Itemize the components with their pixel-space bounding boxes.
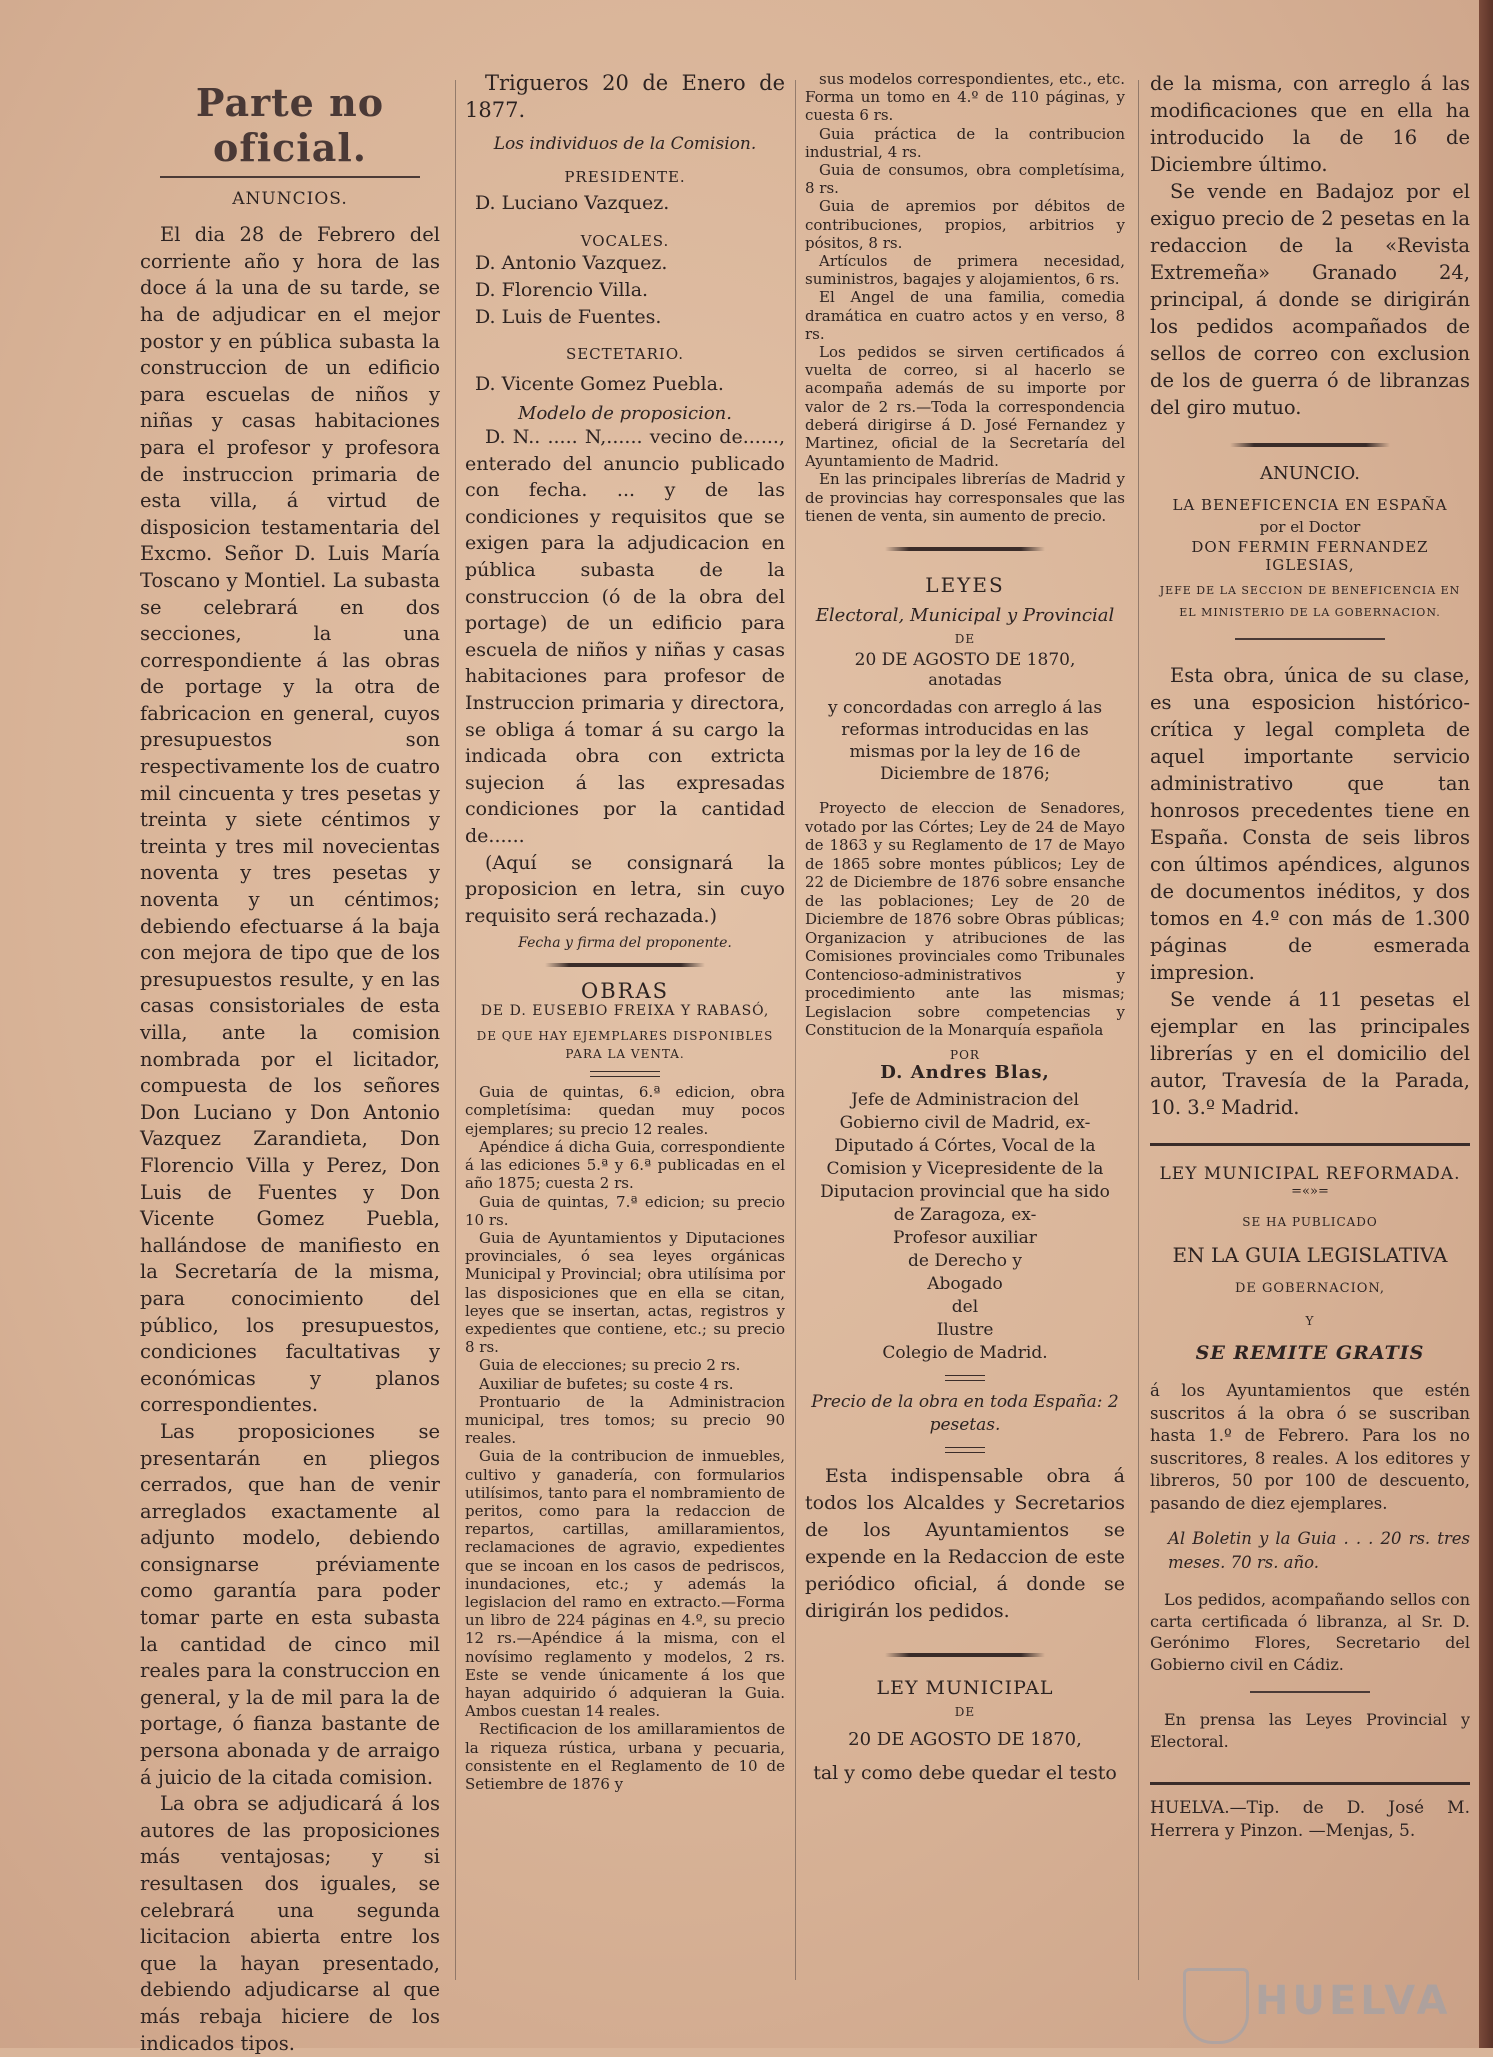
president-name: D. Luciano Vazquez. <box>475 192 670 214</box>
ley-municipal-de: DE <box>954 1704 976 1719</box>
obras-title: OBRAS <box>580 979 669 1004</box>
ornament-divider <box>885 1653 1045 1657</box>
author-cargo: Profesor auxiliar <box>893 1227 1037 1248</box>
divider <box>1235 638 1385 640</box>
column-rule <box>455 80 456 1980</box>
divider <box>945 1375 985 1381</box>
column-3 <box>805 70 1125 2008</box>
leyes-date: 20 DE AGOSTO DE 1870, <box>854 650 1076 671</box>
commission-heading: Los individuos de la Comision. <box>493 134 757 154</box>
obras-item: Guia de consumos, obra completísima, 8 rs. <box>805 161 1125 198</box>
obras-item: Guia práctica de la contribucion industrial, 4 rs. <box>805 124 1125 161</box>
beneficencia-title: LA BENEFICENCIA EN ESPAÑA <box>1172 496 1448 514</box>
author-cargo: Ilustre <box>936 1319 994 1340</box>
imprenta: HUELVA.—Tip. de D. José M. Herrera y Pinzon. —Menjas, 5. <box>1150 1798 1470 1841</box>
obras-item: Guia de elecciones; su precio 2 rs. <box>479 1356 741 1375</box>
doctor-name: DON FERMIN FERNANDEZ IGLESIAS, <box>1191 538 1429 574</box>
paragraph: Los pedidos, acompañando sellos con carta certificada ó libranza, al Sr. D. Gerónimo Flores, Secretario del Gobierno civil en Cádiz. <box>1150 1590 1470 1674</box>
divider <box>945 1447 985 1453</box>
modelo-note: (Aquí se consignará la proposicion en letra, sin cuyo requisito será rechazada.) <box>465 851 785 927</box>
ornament-divider <box>545 963 705 967</box>
indispensable-text: Esta indispensable obra á todos los Alcaldes y Secretarios de los Ayuntamientos se expende en la Redaccion de este periódico oficial, á donde se dirigirán los pedidos. <box>805 1464 1125 1622</box>
divider <box>590 1071 660 1077</box>
paragraph: de la misma, con arreglo á las modificaciones que en ella ha introducido la de 16 de Diciembre último. <box>1150 72 1470 176</box>
leyes-de: DE <box>954 632 976 647</box>
vocales-label: VOCALES. <box>580 232 670 250</box>
divider <box>1150 1782 1470 1785</box>
president-label: PRESIDENTE. <box>564 168 686 186</box>
divider <box>1250 1691 1370 1693</box>
anuncio-title: ANUNCIO. <box>1260 463 1360 484</box>
obras-item: Rectificacion de los amillaramientos de la riqueza rústica, urbana y pecuaria, consistente en el Reglamento de 10 de Setiembre de 1876 y <box>465 1720 785 1793</box>
ornament-divider <box>1230 443 1390 447</box>
obras-item: Los pedidos se sirven certificados á vuelta de correo, si al hacerlo se acompaña además de su importe por valor de 2 rs.—Toda la correspondencia deberá dirigirse á D. José Fernandez y Martinez, oficial de la Secretaría del Ayuntamiento de Madrid. <box>805 343 1125 471</box>
paragraph: Se vende en Badajoz por el exiguo precio de 2 pesetas en la redaccion de la «Revista Extremeña» Granado 24, principal, á donde se dirigirán los pedidos acompañados de sellos de correo con exclusion de los de guerra ó de libranzas del giro mutuo. <box>1150 180 1470 419</box>
obras-item: Guia de apremios por débitos de contribuciones, propios, arbitrios y pósitos, 8 rs. <box>805 197 1125 252</box>
obras-item: El Angel de una familia, comedia dramática en cuatro actos y en verso, 8 rs. <box>805 288 1125 343</box>
por-doctor: por el Doctor <box>1259 518 1361 536</box>
column-4 <box>1150 70 1470 2008</box>
ley-reformada-ornament: =«»= <box>1291 1184 1329 1199</box>
paragraph: Se vende á 11 pesetas el ejemplar en las principales librerías y en el domicilio del autor, Travesía de la Parada, 10. 3.º Madrid. <box>1150 988 1470 1119</box>
obras-item: Artículos de primera necesidad, suministros, bagajes y alojamientos, 6 rs. <box>805 252 1125 289</box>
obras-item: Guia de Ayuntamientos y Diputaciones provinciales, ó sea leyes orgánicas Municipal y Provincial; obra utilísima por las disposiciones que en ella se citan, leyes que se insertan, actas, registros y expedientes que contiene, etc.; su precio 8 rs. <box>465 1228 785 1357</box>
author-cargo: Jefe de Administracion del Gobierno civil de Madrid, ex-Diputado á Córtes, Vocal de la Comision y Vicepresidente de la Diputacion provincial que ha sido de Zaragoza, ex- <box>820 1089 1110 1225</box>
author-cargo: de Derecho y <box>908 1250 1022 1271</box>
author-cargo: Abogado <box>927 1273 1003 1294</box>
paragraph: El dia 28 de Febrero del corriente año y hora de las doce á la una de su tarde, se ha de adjudicar en el mejor postor y en pública subasta la construccion de un edificio para escuelas de niños y niñas y casas habitaciones para el profesor y profesora de instruccion primaria de esta villa, á virtud de disposicion testamentaria del Excmo. Señor D. Luis María Toscano y Montiel. La subasta se celebrará en dos secciones, la una correspondiente á las obras de portage y la otra de fabricacion en general, cuyos presupuestos son respectivamente los de cuatro mil cincuenta y tres pesetas y treinta y siete céntimos y treinta y tres mil novecientas noventa y tres pesetas y noventa y un céntimos; debiendo efectuarse á la baja con mejora de tipo que de los presupuestos resulte, y en las casas consistoriales de esta villa, ante la comision nombrada por el licitador, compuesta de los señores Don Luciano y Don Antonio Vazquez Zarandieta, Don Florencio Villa y Perez, Don Luis de Fuentes y Don Vicente Gomez Puebla, hallándose de manifiesto en la Secretaría de la misma, para conocimiento del público, los presupuestos, condiciones facultativas y económicas y planos correspondientes. <box>140 223 440 1417</box>
column-rule <box>795 80 796 1980</box>
precio: Precio de la obra en toda España: 2 pesetas. <box>811 1391 1119 1435</box>
leyes-anotadas: anotadas <box>928 670 1002 690</box>
obras-item: Guia de quintas, 6.ª edicion, obra completísima: quedan muy pocos ejemplares; su precio 12 reales. <box>465 1083 785 1138</box>
de-gobernacion: DE GOBERNACION, <box>1234 1281 1386 1296</box>
y-label: Y <box>1305 1314 1315 1328</box>
column-1 <box>140 70 440 2055</box>
page-edge <box>1479 0 1493 2048</box>
ley-municipal-date: 20 DE AGOSTO DE 1870, <box>848 1728 1082 1750</box>
obras-item: Guia de quintas, 7.ª edicion; su precio 10 rs. <box>465 1192 785 1229</box>
obras-item: Apéndice á dicha Guia, correspondiente á las ediciones 5.ª y 6.ª publicadas en el año 1875; cuesta 2 rs. <box>465 1137 785 1193</box>
ley-reformada-title: LEY MUNICIPAL REFORMADA. <box>1159 1164 1461 1184</box>
ornament-divider <box>885 547 1045 551</box>
obras-item: Guia de la contribucion de inmuebles, cultivo y ganadería, con formularios utilísimos, tanto para el nombramiento de peritos, como para la redaccion de repartos, cartillas, amillaramientos, reclamaciones de agravio, expedientes que se incoan en los casos de pedriscos, inundaciones, etc.; y además la legislacion del ramo en extracto.—Forma un libro de 224 páginas en 4.º, su precio 12 rs.—Apéndice á la misma, con el novísimo reglamento y modelos, 2 rs. Este se vende únicamente á los que hayan adquirido ó adquieran la Guia. Ambos cuestan 14 reales. <box>465 1447 785 1721</box>
por-label: POR <box>950 1047 980 1062</box>
watermark-text: HUELVA <box>1255 1978 1452 2024</box>
fecha-firma: Fecha y firma del proponente. <box>518 935 732 952</box>
leyes-subtitle: Electoral, Municipal y Provincial <box>815 605 1115 627</box>
divider <box>160 176 420 178</box>
leyes-title: LEYES <box>925 573 1005 598</box>
paragraph: Esta obra, única de su clase, es una esposicion histórico-crítica y legal completa de aquel importante servicio administrativo que tan honrosos precedentes tiene en España. Consta de seis libros con últimos apéndices, algunos de documentos inéditos, y dos tomos en 4.º con más de 1.300 páginas de esmerada impresion. <box>1150 664 1470 984</box>
obras-item: Auxiliar de bufetes; su coste 4 rs. <box>479 1374 734 1393</box>
modelo-title: Modelo de proposicion. <box>518 403 732 424</box>
section-masthead: Parte no oficial. <box>195 80 385 170</box>
boletin-precios: Al Boletin y la Guia . . . 20 rs. tres meses. 70 rs. año. <box>1168 1529 1470 1572</box>
paragraph: Las proposiciones se presentarán en pliegos cerrados, que han de venir arreglados exactamente al adjunto modelo, debiendo consignarse préviamente como garantía para poder tomar parte en esta subasta la cantidad de cinco mil reales para la construccion en general, y la de mil para la de portage, ó fianza bastante de persona abonada y de arraigo á juicio de la citada comision. <box>140 1419 440 1789</box>
archive-watermark <box>1183 1964 1463 2044</box>
author-cargo: Colegio de Madrid. <box>882 1342 1048 1363</box>
modelo-text: D. N.. ..... N,...... vecino de......, enterado del anuncio publicado con fecha. ... y de las condiciones y requisitos que se exigen para la adjudicacion en pública subasta de la construccion (ó de la obra del portage) de un edificio para escuela de niños y niñas y casas habitaciones para profesor de Instruccion primaria y directora, se obliga á tomar á su cargo la indicada obra con extricta sujecion á las expresadas condiciones por la cantidad de...... <box>465 426 785 847</box>
secretary-name: D. Vicente Gomez Puebla. <box>475 373 724 395</box>
ley-municipal-tail: tal y como debe quedar el testo <box>813 1761 1117 1784</box>
paragraph: En prensa las Leyes Provincial y Electoral. <box>1150 1710 1470 1751</box>
obras-item: En las principales librerías de Madrid y de provincias hay corresponsales que las tienen de venta, sin aumento de precio. <box>805 470 1125 525</box>
author-name: D. Andres Blas, <box>880 1061 1050 1083</box>
remite-gratis: SE REMITE GRATIS <box>1195 1342 1425 1364</box>
obras-item: Prontuario de la Administracion municipal, tres tomos; su precio 90 reales. <box>465 1392 785 1448</box>
paragraph: La obra se adjudicará á los autores de las proposiciones más ventajosas; y si resultasen dos iguales, se celebrará una segunda licitacion abierta entre los que la hayan presentado, debiendo adjudicarse al que más rebaja hiciere de los indicados tipos. <box>140 1792 440 2055</box>
coat-of-arms-icon <box>1183 1968 1249 2044</box>
column-rule <box>1138 80 1139 1980</box>
author-cargo: del <box>951 1296 979 1317</box>
divider <box>1150 1143 1470 1146</box>
obras-author: DE D. EUSEBIO FREIXA Y RABASÓ, <box>480 1003 770 1020</box>
jefe-seccion: JEFE DE LA SECCION DE BENEFICENCIA EN EL MINISTERIO DE LA GOBERNACION. <box>1159 584 1461 619</box>
secretary-label: SECTETARIO. <box>565 345 685 363</box>
leyes-concordadas: y concordadas con arreglo á las reformas introducidas en las mismas por la ley de 16 de Diciembre de 1876; <box>827 698 1103 785</box>
publicado: SE HA PUBLICADO <box>1242 1215 1378 1229</box>
obras-item: sus modelos correspondientes, etc., etc. Forma un tomo en 4.º de 110 páginas, y cuesta 6 rs. <box>805 70 1125 125</box>
vocal-name: D. Antonio Vazquez. <box>475 252 668 274</box>
vocal-name: D. Luis de Fuentes. <box>475 306 662 328</box>
section-title: ANUNCIOS. <box>232 189 348 209</box>
ley-municipal-title: LEY MUNICIPAL <box>876 1676 1054 1699</box>
guia-legislativa: EN LA GUIA LEGISLATIVA <box>1172 1243 1448 1267</box>
paragraph: á los Ayuntamientos que estén suscritos á la obra ó se suscriban hasta 1.º de Febrero. Para los no suscritores, 8 reales. A los editores y libreros, 50 por 100 de descuento, pasando de diez ejemplares. <box>1150 1381 1470 1513</box>
vocal-name: D. Florencio Villa. <box>475 279 649 301</box>
leyes-body: Proyecto de eleccion de Senadores, votado por las Córtes; Ley de 24 de Mayo de 1863 y su Reglamento de 17 de Mayo de 1865 sobre montes públicos; Ley de 22 de Diciembre de 1876 sobre ensanche de las poblaciones; Ley de 20 de Diciembre de 1876 sobre Obras públicas; Organizacion y atribuciones de las Comisiones provinciales como Tribunales Contencioso-administrativos y procedimiento ante las mismas; Legislacion sobre competencias y Constitucion de la Monarquía española <box>805 799 1125 1040</box>
obras-subtitle: DE QUE HAY EJEMPLARES DISPONIBLES PARA LA VENTA. <box>476 1029 774 1062</box>
column-2 <box>465 70 785 2008</box>
dateline: Trigueros 20 de Enero de 1877. <box>465 71 785 122</box>
